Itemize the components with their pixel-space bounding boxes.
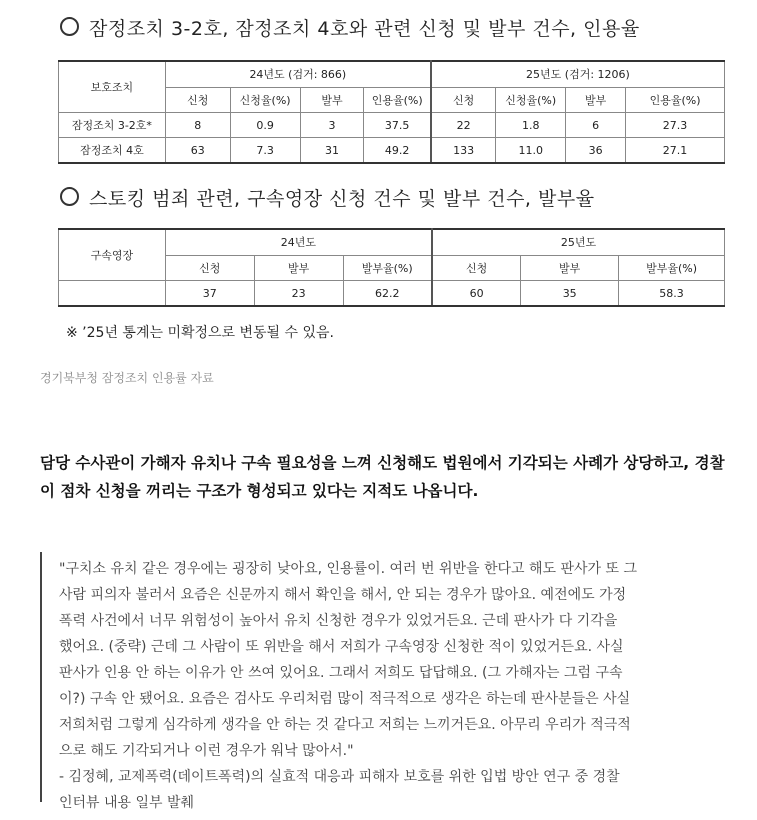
table2-subheader: 발부 bbox=[254, 255, 343, 281]
interview-blockquote bbox=[59, 556, 729, 816]
cell: 1.8 bbox=[496, 113, 566, 138]
cell: 8 bbox=[165, 113, 230, 138]
table2-year1-header: 24년도 bbox=[165, 229, 432, 255]
section2-heading bbox=[60, 184, 595, 211]
cell: 35 bbox=[521, 281, 619, 307]
table-row bbox=[59, 138, 725, 164]
quote-line: 사람 피의자 불러서 요즘은 신문까지 해서 확인을 해서, 안 되는 경우가 많아요. 예전에도 가정 bbox=[59, 587, 627, 603]
table1-subheader: 발부 bbox=[300, 87, 364, 113]
cell: 7.3 bbox=[230, 138, 300, 164]
body-paragraph: 담당 수사관이 가해자 유치나 구속 필요성을 느껴 신청해도 법원에서 기각되는 사례가 상당하고, 경찰이 점차 신청을 꺼리는 구조가 형성되고 있다는 지적도 나옵니다. bbox=[40, 454, 725, 500]
statistics-note: ※ ’25년 통계는 미확정으로 변동될 수 있음. bbox=[66, 325, 335, 341]
table1-subheader: 신청율(%) bbox=[496, 87, 566, 113]
cell: 49.2 bbox=[364, 138, 431, 164]
quote-line: 으로 해도 기각되거나 이런 경우가 워낙 많아서." bbox=[59, 743, 354, 759]
empty-cell bbox=[59, 281, 166, 307]
section1-heading bbox=[60, 14, 640, 41]
cell: 36 bbox=[566, 138, 626, 164]
table2-year2-header: 25년도 bbox=[432, 229, 725, 255]
section1-heading-text: 잠정조치 3-2호, 잠정조치 4호와 관련 신청 및 발부 건수, 인용율 bbox=[89, 18, 640, 40]
section2-heading-text: 스토킹 범죄 관련, 구속영장 신청 건수 및 발부 건수, 발부율 bbox=[89, 188, 595, 210]
table1-subheader: 신청율(%) bbox=[230, 87, 300, 113]
table1-subheader: 신청 bbox=[431, 87, 496, 113]
cell: 62.2 bbox=[343, 281, 432, 307]
table2-subheader: 신청 bbox=[432, 255, 521, 281]
quote-line: 이?) 구속 안 됐어요. 요즘은 검사도 우리처럼 많이 적극적으로 생각은 하는데 판사분들은 사실 bbox=[59, 691, 631, 707]
cell: 3 bbox=[300, 113, 364, 138]
table1-subheader: 인용율(%) bbox=[364, 87, 431, 113]
table1-subheader: 인용율(%) bbox=[626, 87, 725, 113]
arrest-warrant-table bbox=[58, 228, 725, 307]
table2-row-header: 구속영장 bbox=[59, 229, 166, 281]
quote-line: 폭력 사건에서 너무 위험성이 높아서 유치 신청한 경우가 있었거든요. 근데 판사가 다 기각을 bbox=[59, 613, 618, 629]
cell: 23 bbox=[254, 281, 343, 307]
row-label: 잠정조치 4호 bbox=[59, 138, 166, 164]
table1-subheader: 신청 bbox=[165, 87, 230, 113]
quote-line: "구치소 유치 같은 경우에는 굉장히 낮아요, 인용률이. 여러 번 위반을 한다고 해도 판사가 또 그 bbox=[59, 561, 638, 577]
circle-bullet-icon bbox=[60, 17, 79, 36]
cell: 63 bbox=[165, 138, 230, 164]
cell: 60 bbox=[432, 281, 521, 307]
cell: 37.5 bbox=[364, 113, 431, 138]
circle-bullet-icon bbox=[60, 187, 79, 206]
table-row bbox=[59, 113, 725, 138]
table-row bbox=[59, 281, 725, 307]
provisional-measures-table bbox=[58, 60, 725, 164]
quote-line: 저희처럼 그렇게 심각하게 생각을 안 하는 것 같다고 저희는 느끼거든요. 아무리 우리가 적극적 bbox=[59, 717, 631, 733]
cell: 11.0 bbox=[496, 138, 566, 164]
table2-subheader: 발부율(%) bbox=[343, 255, 432, 281]
cell: 0.9 bbox=[230, 113, 300, 138]
table2-subheader: 발부율(%) bbox=[619, 255, 725, 281]
quote-source: - 김정혜, 교제폭력(데이트폭력)의 실효적 대응과 피해자 보호를 위한 입법 방안 연구 중 경찰 bbox=[59, 769, 620, 785]
cell: 37 bbox=[165, 281, 254, 307]
table1-subheader: 발부 bbox=[566, 87, 626, 113]
table2-subheader: 신청 bbox=[165, 255, 254, 281]
table1-year1-header: 24년도 (검거: 866) bbox=[165, 61, 431, 87]
quote-source: 인터뷰 내용 일부 발췌 bbox=[59, 795, 195, 811]
image-caption: 경기북부청 잠정조치 인용률 자료 bbox=[40, 371, 214, 385]
row-label: 잠정조치 3-2호* bbox=[59, 113, 166, 138]
table2-subheader: 발부 bbox=[521, 255, 619, 281]
cell: 31 bbox=[300, 138, 364, 164]
cell: 27.1 bbox=[626, 138, 725, 164]
cell: 6 bbox=[566, 113, 626, 138]
quote-line: 판사가 인용 안 하는 이유가 안 쓰여 있어요. 그래서 저희도 답답해요. (그 가해자는 그럼 구속 bbox=[59, 665, 623, 681]
quote-line: 했어요. (중략) 근데 그 사람이 또 위반을 해서 저희가 구속영장 신청한 적이 있었거든요. 사실 bbox=[59, 639, 624, 655]
table1-year2-header: 25년도 (검거: 1206) bbox=[431, 61, 725, 87]
cell: 133 bbox=[431, 138, 496, 164]
table1-row-header: 보호조치 bbox=[59, 61, 166, 113]
cell: 22 bbox=[431, 113, 496, 138]
blockquote-bar bbox=[40, 552, 42, 802]
cell: 27.3 bbox=[626, 113, 725, 138]
cell: 58.3 bbox=[619, 281, 725, 307]
